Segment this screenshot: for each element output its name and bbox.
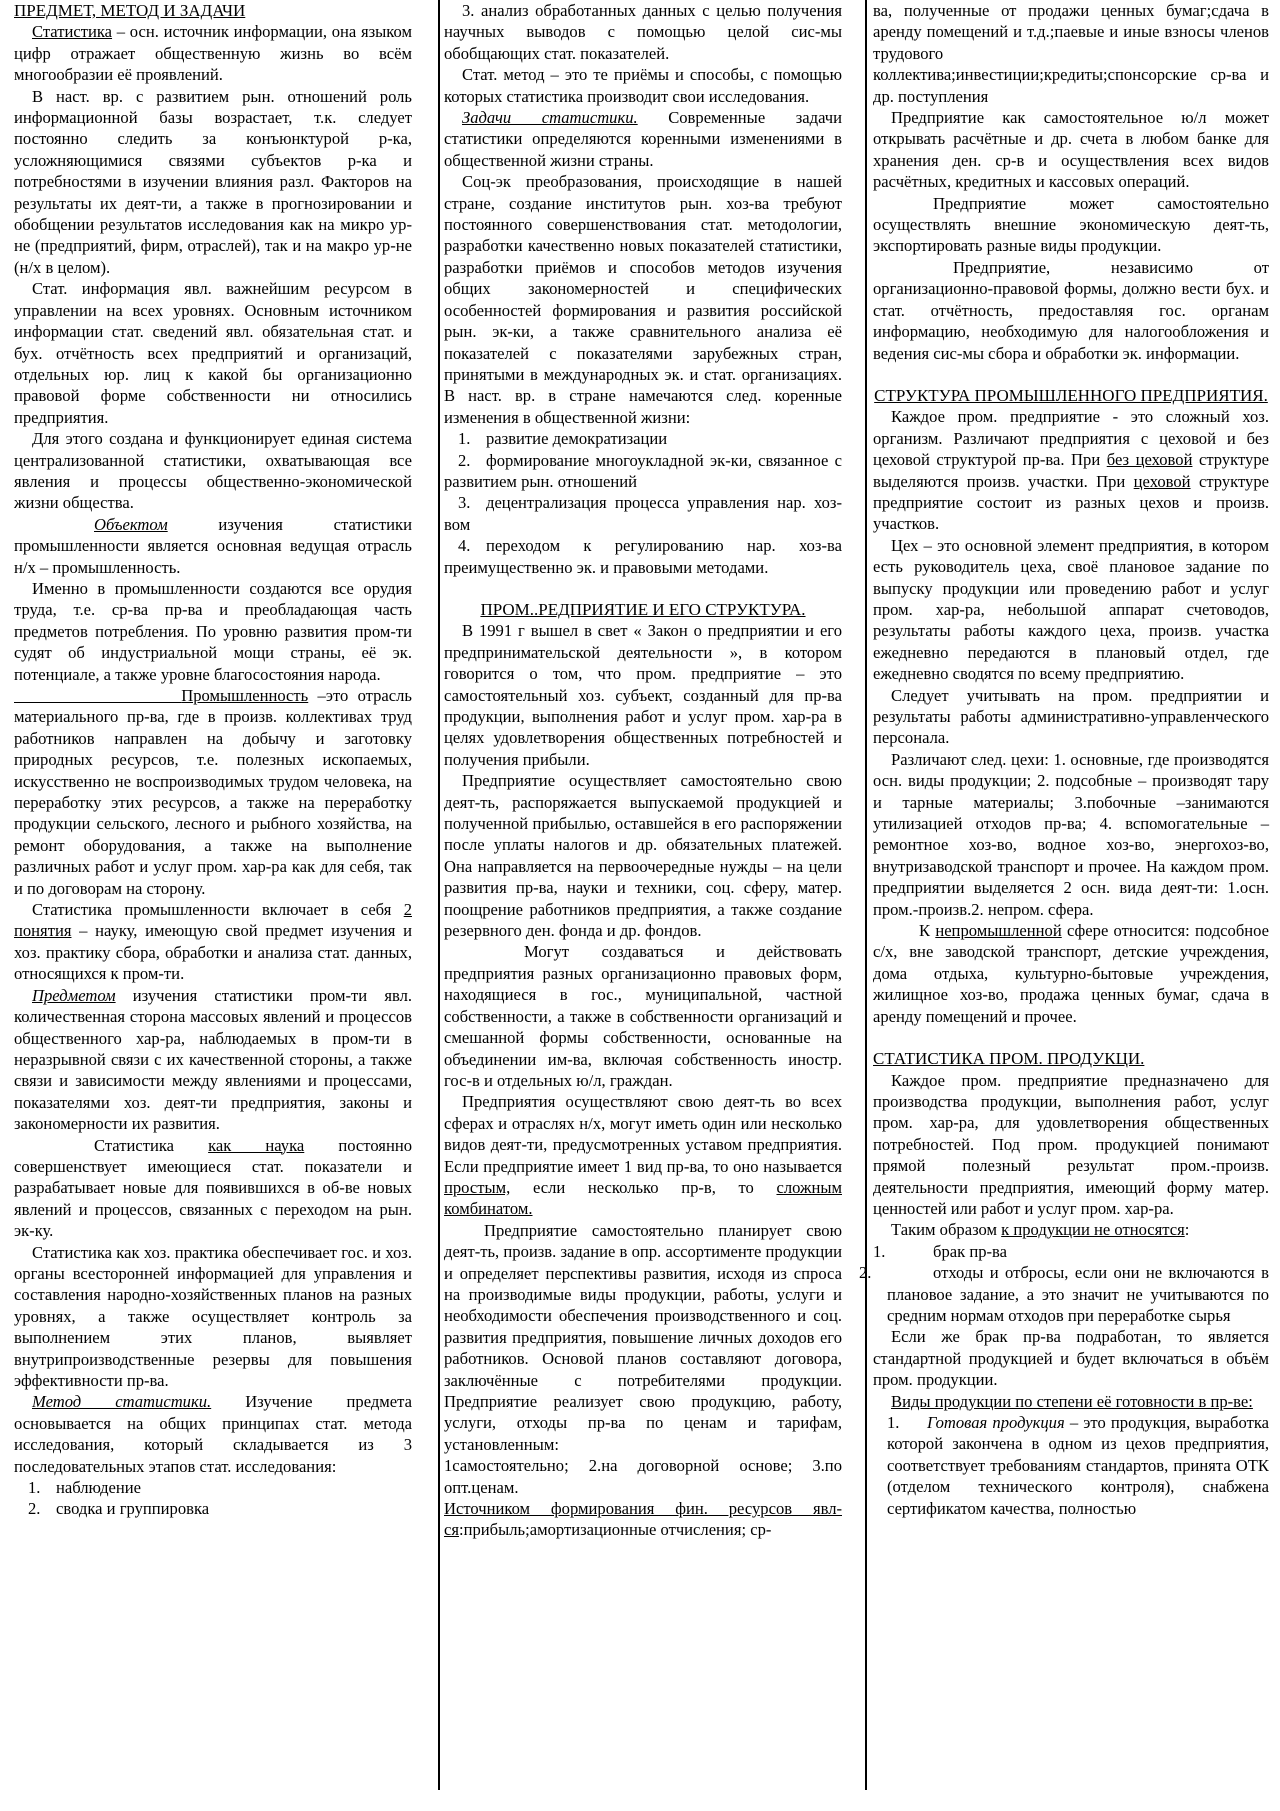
- column-3: [859, 0, 1270, 1811]
- paragraph: ва, полученные от продажи ценных бумаг;сдача в аренду помещений и т.д.;паевые и иные взносы членов трудового коллектива;инвестиции;кредиты;спонсорские ср-ва и др. поступления: [873, 1, 1269, 106]
- term: к продукции не относятся: [1001, 1220, 1185, 1240]
- paragraph-text: сфере относится: подсобное с/х, вне заводской транспорт, детские учреждения, дома отдыха, культурно-бытовые учреждения, жилищное хоз-во, продажа ценных бумаг, сдача в аренду помещений и прочее.: [873, 921, 1270, 1026]
- paragraph: [873, 1219, 1269, 1240]
- spacer: [873, 1027, 1269, 1048]
- paragraph-text: :прибыль;амортизационные отчисления; ср-: [459, 1520, 772, 1540]
- paragraph: В 1991 г вышел в свет « Закон о предприятии и его предпринимательской деятельности », в котором говорится о том, что пром. предприятие – это самостоятельный хоз. субъект, созданный для пр-ва продукции, выполнения работ и услуг пром. хар-ра в целях удовлетворения общественных потребностей и получения прибыли.: [444, 621, 842, 769]
- paragraph: Стат. информация явл. важнейшим ресурсом в управлении на всех уровнях. Основным источником информации стат. сведений явл. обязательная стат. и бух. отчётность всех предприятий и организаций, отдельных юр. лиц к какой бы организационно правовой форме собственности ни относились предприятия.: [14, 279, 412, 427]
- list-text: формирование многоукладной эк-ки, связанное с развитием рын. отношений: [444, 450, 842, 491]
- list-item: [444, 450, 842, 493]
- paragraph: Именно в промышленности создаются все орудия труда, т.е. ср-ва пр-ва и преобладающая часть предметов потребления. По уровню развития пром-ти судят об индустриальной мощи страны, её эк. потенциале, а также уровне благосостояния народа.: [14, 578, 412, 684]
- paragraph: 1самостоятельно; 2.на договорной основе; 3.по опт.ценам.: [444, 1456, 842, 1497]
- paragraph-text: Статистика: [94, 1135, 209, 1155]
- paragraph: [14, 514, 412, 578]
- list-number: 1.: [28, 1478, 41, 1498]
- paragraph: [444, 107, 842, 171]
- paragraph: [14, 985, 412, 1135]
- paragraph: Предприятие может самостоятельно осуществлять внешние экономическую деят-ть, экспортировать разные виды продукции.: [873, 193, 1269, 256]
- list-number: 4.: [458, 536, 471, 556]
- paragraph: Следует учитывать на пром. предприятии и результаты работы административно-управленческого персонала.: [873, 685, 1269, 748]
- paragraph-text: – это продукция, выработка которой закончена в одном из цехов предприятия, соответствует требованиям стандартов, принята ОТК (отделом технического контроля), снабжена сертификатом качества, полностью: [887, 1413, 1270, 1518]
- paragraph: Для этого создана и функционирует единая система централизованной статистики, охватывающая все явления и процессы общественно-экономической жизни общества.: [14, 429, 412, 513]
- paragraph-text: постоянно совершенствует имеющиеся стат. показатели и разрабатывает новые для появившихся в об-ве новых явлений и процессов, связанных с переходом на рын. эк-ку.: [14, 1135, 412, 1241]
- list-text: отходы и отбросы, если они не включаются в плановое задание, а это значит не учитываются по средним нормам отходов при переработке сырья: [887, 1263, 1269, 1325]
- term: Объектом: [94, 514, 168, 534]
- column-divider: [438, 0, 440, 1790]
- list-text: переходом к регулированию нар. хоз-ва преимущественно эк. и правовыми методами.: [444, 536, 842, 577]
- paragraph: 3. анализ обработанных данных с целью получения научных выводов с помощью целой сис-мы обобщающих стат. показателей.: [444, 1, 842, 63]
- section-heading: СТРУКТУРА ПРОМЫШЛЕННОГО ПРЕДПРИЯТИЯ.: [874, 385, 1268, 405]
- paragraph: Предприятие, независимо от организационно-правовой формы, должно вести бух. и стат. отчётность, предоставляя гос. органам информацию, необходимую для налогообложения и ведения сис-мы сбора и обработки эк. информации.: [873, 257, 1269, 363]
- term: как наука: [208, 1135, 305, 1155]
- paragraph: В наст. вр. с развитием рын. отношений роль информационной базы возрастает, т.к. следует постоянно следить за конъюнктурой р-ка, усложняющимися связями субъектов р-ка и потребностями в изучении влияния разл. Факторов на результаты их деят-ти, а также в прогнозировании и обобщении результатов исследования как на микро ур-не (предприятий, фирм, отраслей), так и на макро ур-не (н/х в целом).: [14, 86, 412, 277]
- section-heading: СТАТИСТИКА ПРОМ. ПРОДУКЦИ.: [873, 1049, 1145, 1069]
- list-text: сводка и группировка: [56, 1499, 210, 1519]
- column-divider: [865, 0, 867, 1790]
- spacer: [444, 578, 842, 599]
- term: цеховой: [1133, 471, 1191, 491]
- paragraph-text: изучения статистики пром-ти явл. количественная сторона массовых явлений и процессов общественного хар-ра, наблюдаемых в пром-ти в неразрывной связи с их качественной стороны, а также связи и зависимости между явлениями и процессами, показателями хоз. деят-ти предприятия, законы и закономерности их развития.: [14, 985, 412, 1134]
- term: без цеховой: [1106, 450, 1193, 470]
- paragraph: [444, 1091, 842, 1219]
- list-number: 1.: [873, 1241, 886, 1261]
- column-1: [14, 0, 412, 1811]
- paragraph-text: структуре выделяются произв. участки. При: [873, 450, 1269, 491]
- paragraph: Каждое пром. предприятие предназначено для производства продукции, выполнения работ, услуг пром. хар-ра, для удовлетворения общественных потребностей. Под пром. продукцией понимают прямой полезный результат пром.-произв. деятельности предприятия, имеющий форму матер. ценностей или работ и услуг пром. хар-ра.: [873, 1070, 1269, 1218]
- paragraph: Различают след. цехи: 1. основные, где производятся осн. виды продукции; 2. подсобные – производят тару и тарные материалы; 3.побочные –занимаются утилизацией отходов пр-ва; 4. вспомогательные – ремонтное хоз-во, водное хоз-во, энергохоз-во, внутризаводской транспорт и прочее. На каждом пром. предприятии выделяется 2 осн. вида деят-ти: 1.осн. пром.-произв.2. непром. сфера.: [873, 749, 1269, 919]
- paragraph-text: К: [919, 921, 936, 941]
- list-item: [444, 492, 842, 535]
- paragraph: Предприятие осуществляет самостоятельно свою деят-ть, распоряжается выпускаемой продукцией и полученной прибылью, оставшейся в его распоряжении после уплаты налогов и др. обязательных платежей. Она направляется на первоочередные нужды – на цели развития пр-ва, науки и техники, соц. сферу, матер. поощрение работников предприятия, а также создание резервного ден. фонда и др. фондов.: [444, 771, 842, 941]
- paragraph: [444, 1498, 842, 1541]
- document-page: [14, 0, 1270, 1811]
- paragraph-text: :: [1184, 1220, 1190, 1240]
- paragraph-text: Изучение предмета основывается на общих принципах стат. метода исследования, который складывается из 3 последовательных этапов стат. исследования:: [14, 1392, 412, 1476]
- list-number: 2.: [458, 450, 471, 470]
- list-number: 2.: [28, 1499, 41, 1519]
- paragraph: [873, 1391, 1269, 1412]
- list-number: 3.: [458, 493, 471, 513]
- paragraph: [14, 1391, 412, 1477]
- term: Предметом: [32, 985, 116, 1005]
- paragraph: Стат. метод – это те приёмы и способы, с помощью которых статистика производит свои исследования.: [444, 65, 842, 106]
- spacer: [873, 364, 1269, 385]
- numbered-list: [444, 428, 842, 578]
- paragraph: Соц-эк преобразования, происходящие в нашей стране, создание институтов рын. хоз-ва требуют постоянного совершенствования стат. методологии, разработки качественно новых показателей статистики, разработки приёмов и способов методов изучения общих закономерностей и специфических особенностей формирования и развития российской рын. эк-ки, а также сравнительного анализа её показателей с показателями зарубежных стран, принятыми в международных эк. и стат. организациях. В наст. вр. в стране намечаются след. коренные изменения в общественной жизни:: [444, 172, 842, 427]
- term: Виды продукции по степени её готовности в пр-ве:: [891, 1391, 1253, 1411]
- list-item: [14, 1477, 412, 1498]
- list-text: развитие демократизации: [486, 429, 668, 449]
- paragraph: Статистика как хоз. практика обеспечивает гос. и хоз. органы всесторонней информацией для управления и составления народно-хозяйственных планов на разных уровнях, а также осуществляет контроль за выполнением этих планов, выявляет внутрипроизводственные резервы для повышения эффективности пр-ва.: [14, 1242, 412, 1390]
- section-heading: ПРЕДМЕТ, МЕТОД И ЗАДАЧИ: [14, 1, 246, 20]
- paragraph: [873, 1412, 1269, 1519]
- term: Задачи статистики.: [462, 108, 638, 128]
- term: Статистика: [32, 22, 113, 42]
- paragraph: Цех – это основной элемент предприятия, в котором есть руководитель цеха, своё плановое задание по выпуску продукции или проведению работ и услуг пром. хар-ра, небольшой аппарат счетоводов, результаты работы каждого цеха, произв. участка ежедневно передаются в плановый отдел, где ежедневно сводятся по всему предприятию.: [873, 535, 1269, 684]
- list-item: [859, 1262, 1269, 1326]
- paragraph: [14, 685, 412, 899]
- numbered-list: [859, 1241, 1269, 1327]
- term: Источником формирования фин. ресурсов явл-ся: [444, 1499, 842, 1540]
- paragraph-text: – науку, имеющую свой предмет изучения и хоз. практику сбора, обработки и анализа стат. данных, относящихся к пром-ти.: [14, 921, 412, 984]
- term: 2 понятия: [14, 900, 412, 941]
- column-2: [444, 0, 842, 1811]
- paragraph: Могут создаваться и действовать предприятия разных организационно правовых форм, находящиеся в гос., муниципальной, частной собственности, а также в собственности организаций и смешанной формы собственности, основанные на объединении им-ва, включая собственность иностр. гос-в и отдельных ю/л, граждан.: [444, 942, 842, 1090]
- paragraph-text: Каждое пром. предприятие - это сложный хоз. организм. Различают предприятия с цеховой и без цеховой структурой пр-ва. При: [873, 407, 1269, 470]
- paragraph-text: – осн. источник информации, она языком цифр отражает общественную жизнь во всём многообразии её проявлений.: [14, 22, 412, 85]
- list-item: [444, 428, 842, 449]
- list-number: 1.: [458, 429, 471, 449]
- paragraph-text: –это отрасль материального пр-ва, где в произв. коллективах труд работников направлен на добычу и заготовку природных ресурсов, т.е. полезных ископаемых, искусственно не воспроизводимых трудом человека, на переработку этих ресурсов, а также на переработку продукции сельского, лесного и рыбного хозяйства, на ремонт оборудования, а также на выполнение различных работ и услуг пром. хар-ра как для себя, так и по договорам на сторону.: [14, 686, 412, 898]
- paragraph: Если же брак пр-ва подработан, то является стандартной продукцией и будет включаться в объём пром. продукции.: [873, 1327, 1269, 1390]
- list-text: брак пр-ва: [933, 1241, 1007, 1261]
- paragraph-text: Таким образом: [891, 1220, 1002, 1240]
- term: простым,: [444, 1177, 511, 1197]
- paragraph: [14, 899, 412, 985]
- paragraph: [873, 920, 1269, 1027]
- paragraph-text: Статистика промышленности включает в себя: [32, 900, 404, 920]
- paragraph: Предприятие как самостоятельное ю/л может открывать расчётные и др. счета в любом банке для хранения ден. ср-в и осуществления всех видов расчётных, кредитных и кассовых операций.: [873, 108, 1269, 192]
- list-number: 1.: [887, 1413, 900, 1432]
- paragraph: [873, 406, 1269, 534]
- paragraph: [14, 1135, 412, 1242]
- section-heading: ПРОМ..РЕДПРИЯТИЕ И ЕГО СТРУКТУРА.: [480, 599, 806, 619]
- paragraph-text: изучения статистики промышленности является основная ведущая отрасль н/х – промышленность.: [14, 514, 412, 577]
- list-number: 2.: [859, 1263, 872, 1283]
- term: сложным комбинатом.: [444, 1177, 842, 1219]
- list-item: [444, 535, 842, 578]
- list-item: [873, 1241, 1269, 1262]
- term: Готовая продукция: [927, 1413, 1065, 1432]
- term: Метод статистики.: [32, 1392, 212, 1412]
- paragraph-text: Предприятия осуществляют свою деят-ть во всех сферах и отраслях н/х, могут иметь один или несколько видов деят-ти, предусмотренных уставом предприятия. Если предприятие имеет 1 вид пр-ва, то оно называется: [444, 1092, 842, 1176]
- numbered-list: [14, 1477, 412, 1520]
- paragraph: Предприятие самостоятельно планирует свою деят-ть, произв. задание в опр. ассортименте продукции и определяет перспективы развития, исходя из спроса на производимые виды продукции, работы, услуги и необходимости обеспечения производственного и соц. развития предприятия, повышение личных доходов его работников. Основой планов составляют договора, заключённые с потребителями продукции. Предприятие реализует свою продукцию, работу, услуги, отходы пр-ва по ценам и тарифам, установленным:: [444, 1220, 842, 1454]
- paragraph-text: если несколько пр-в, то: [510, 1177, 777, 1197]
- list-text: децентрализация процесса управления нар. хоз-вом: [444, 493, 842, 534]
- list-text: наблюдение: [56, 1478, 142, 1498]
- term: непромышленной: [935, 921, 1062, 941]
- paragraph: [14, 21, 412, 85]
- paragraph-text: Современные задачи статистики определяются коренными изменениями в общественной жизни страны.: [444, 108, 842, 170]
- term-lead: [14, 686, 181, 705]
- term: Промышленность: [181, 686, 309, 705]
- list-item: [14, 1498, 412, 1519]
- paragraph-text: структуре предприятие состоит из разных цехов и произв. участков.: [873, 471, 1269, 534]
